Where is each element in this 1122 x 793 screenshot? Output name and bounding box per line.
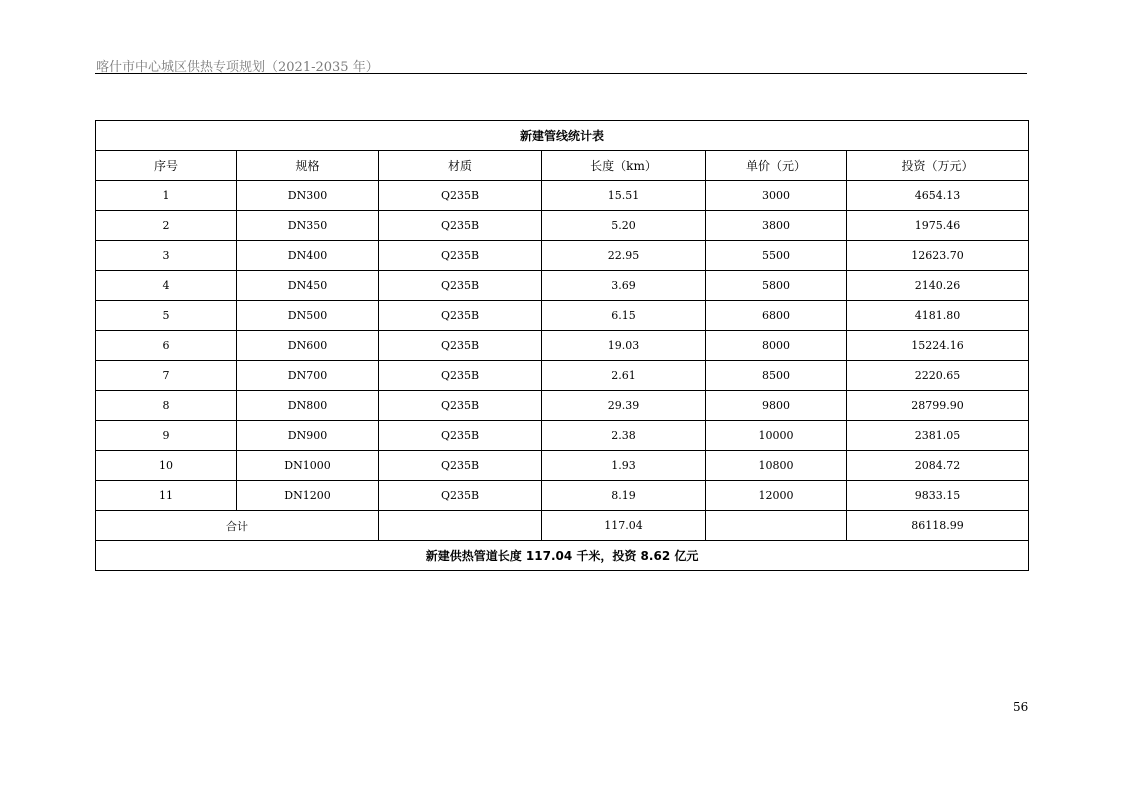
table-cell: 11	[96, 481, 237, 511]
table-title: 新建管线统计表	[96, 121, 1029, 151]
table-cell: 9	[96, 421, 237, 451]
table-cell: 3.69	[542, 271, 706, 301]
table-cell: 5500	[706, 241, 847, 271]
table-title-row	[96, 121, 1029, 151]
table-cell: DN400	[237, 241, 379, 271]
table-cell: 6	[96, 331, 237, 361]
summary-row	[96, 541, 1029, 571]
column-header: 材质	[379, 151, 542, 181]
table-cell: 2220.65	[847, 361, 1029, 391]
table-cell: Q235B	[379, 361, 542, 391]
table-row	[96, 391, 1029, 421]
table-cell: 4654.13	[847, 181, 1029, 211]
running-header: 喀什市中心城区供热专项规划（2021-2035 年）	[96, 60, 379, 75]
total-length: 117.04	[542, 511, 706, 541]
table-cell: 1.93	[542, 451, 706, 481]
table-cell: Q235B	[379, 391, 542, 421]
table-cell: DN300	[237, 181, 379, 211]
table-cell: DN700	[237, 361, 379, 391]
table-cell: 6800	[706, 301, 847, 331]
page-number: 56	[1013, 700, 1029, 714]
table-cell: 9833.15	[847, 481, 1029, 511]
table-cell: Q235B	[379, 331, 542, 361]
total-label: 合计	[96, 511, 379, 541]
table-cell: 8	[96, 391, 237, 421]
table-cell: 12623.70	[847, 241, 1029, 271]
column-header: 规格	[237, 151, 379, 181]
table-cell: 8000	[706, 331, 847, 361]
table-cell: 2.38	[542, 421, 706, 451]
table-cell: 4	[96, 271, 237, 301]
table-cell: Q235B	[379, 421, 542, 451]
table-cell: DN1000	[237, 451, 379, 481]
table-cell: 5800	[706, 271, 847, 301]
table-cell: 2	[96, 211, 237, 241]
table-cell: Q235B	[379, 271, 542, 301]
column-header: 投资（万元）	[847, 151, 1029, 181]
pipeline-statistics-table	[95, 120, 1029, 571]
table-row	[96, 361, 1029, 391]
table-cell: 29.39	[542, 391, 706, 421]
table-row	[96, 451, 1029, 481]
table-cell: 8.19	[542, 481, 706, 511]
table-cell: 4181.80	[847, 301, 1029, 331]
table-cell: 8500	[706, 361, 847, 391]
table-cell: 7	[96, 361, 237, 391]
table-cell: Q235B	[379, 241, 542, 271]
table-cell: DN900	[237, 421, 379, 451]
table-cell: 10000	[706, 421, 847, 451]
table-cell: 10800	[706, 451, 847, 481]
table-cell: Q235B	[379, 481, 542, 511]
total-investment: 86118.99	[847, 511, 1029, 541]
column-header: 序号	[96, 151, 237, 181]
column-header: 单价（元）	[706, 151, 847, 181]
table-cell: DN600	[237, 331, 379, 361]
table-cell	[706, 511, 847, 541]
table-row	[96, 271, 1029, 301]
table-row	[96, 421, 1029, 451]
table-row	[96, 211, 1029, 241]
table-cell: 3	[96, 241, 237, 271]
table-cell: 2381.05	[847, 421, 1029, 451]
table-cell: DN800	[237, 391, 379, 421]
table-cell: DN1200	[237, 481, 379, 511]
table-cell: Q235B	[379, 301, 542, 331]
table-row	[96, 241, 1029, 271]
table-cell: Q235B	[379, 211, 542, 241]
table-cell: 15.51	[542, 181, 706, 211]
table-cell	[379, 511, 542, 541]
table-cell: 1	[96, 181, 237, 211]
table-cell: 19.03	[542, 331, 706, 361]
table-cell: 12000	[706, 481, 847, 511]
table-cell: 3000	[706, 181, 847, 211]
table-cell: 2.61	[542, 361, 706, 391]
table-cell: 1975.46	[847, 211, 1029, 241]
table-cell: DN450	[237, 271, 379, 301]
table-header-row	[96, 151, 1029, 181]
table-cell: 2084.72	[847, 451, 1029, 481]
table-row	[96, 181, 1029, 211]
total-row	[96, 511, 1029, 541]
table-row	[96, 301, 1029, 331]
table-cell: 28799.90	[847, 391, 1029, 421]
table-cell: DN350	[237, 211, 379, 241]
summary-text: 新建供热管道长度 117.04 千米，投资 8.62 亿元	[96, 541, 1029, 571]
table-cell: Q235B	[379, 451, 542, 481]
table-cell: 10	[96, 451, 237, 481]
table-cell: DN500	[237, 301, 379, 331]
table-cell: Q235B	[379, 181, 542, 211]
header-divider	[95, 73, 1027, 74]
table-cell: 22.95	[542, 241, 706, 271]
table-cell: 3800	[706, 211, 847, 241]
table-cell: 15224.16	[847, 331, 1029, 361]
table-cell: 5	[96, 301, 237, 331]
table-cell: 2140.26	[847, 271, 1029, 301]
table-cell: 6.15	[542, 301, 706, 331]
table-row	[96, 481, 1029, 511]
table-cell: 9800	[706, 391, 847, 421]
column-header: 长度（km）	[542, 151, 706, 181]
table-cell: 5.20	[542, 211, 706, 241]
table-row	[96, 331, 1029, 361]
